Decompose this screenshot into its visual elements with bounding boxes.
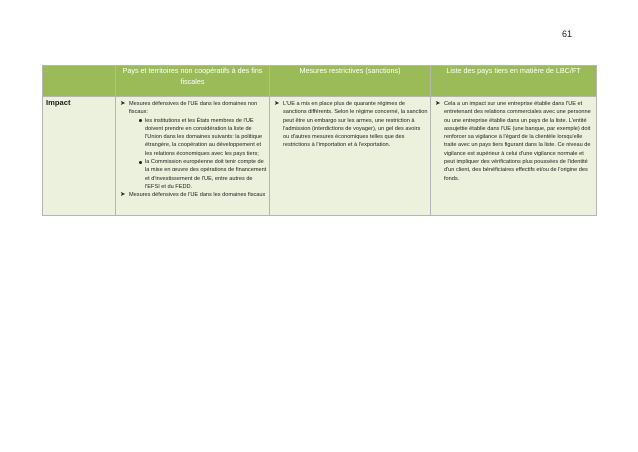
header-sanctions: Mesures restrictives (sanctions) bbox=[270, 66, 431, 97]
header-aml-list: Liste des pays tiers en matière de LBC/FT bbox=[431, 66, 597, 97]
sub-list-item bbox=[138, 117, 267, 158]
cell-aml-list-impact bbox=[431, 97, 597, 216]
sub-list-item-text: la Commission européenne doit tenir compte de la mise en œuvre des opérations de financement et d'investissement de l'UE, entre autres de l'EFSI et du FEDD. bbox=[145, 159, 267, 190]
list-item bbox=[435, 100, 594, 183]
list-item-text: Mesures défensives de l'UE dans les domaines non fiscaux: bbox=[129, 101, 258, 116]
list-item bbox=[274, 100, 428, 150]
sub-list-item-text: les institutions et les États membres de l'UE doivent prendre en considération la liste de l'Union dans les domaines suivants: la politique étrangère, la coopération au développement et les relations économiques avec les pays tiers; bbox=[145, 117, 263, 157]
table-header-row bbox=[43, 66, 597, 97]
row-label-impact: Impact bbox=[43, 97, 116, 216]
arrow-bullet-icon: ➤ bbox=[120, 191, 126, 199]
dot-bullet-icon bbox=[139, 119, 142, 122]
cell-ntcj-impact bbox=[116, 97, 270, 216]
page-number: 61 bbox=[561, 29, 572, 39]
table-row bbox=[43, 97, 597, 216]
comparison-table bbox=[42, 65, 597, 216]
arrow-bullet-icon: ➤ bbox=[435, 100, 441, 107]
arrow-bullet-icon: ➤ bbox=[274, 100, 280, 107]
list-item bbox=[120, 191, 267, 199]
header-corner bbox=[43, 66, 116, 97]
list-item-text: Mesures défensives de l'UE dans les domaines fiscaux bbox=[129, 192, 266, 199]
dot-bullet-icon bbox=[139, 161, 142, 164]
arrow-bullet-icon: ➤ bbox=[120, 100, 126, 107]
cell-sanctions-impact bbox=[270, 97, 431, 216]
list-item-text: L'UE a mis en place plus de quarante régimes de sanctions différents. Selon le régime concerné, la sanction peut être un embargo sur les armes, une restriction à l'admission (interdictions de voyager), un gel des avoirs ou d'autres mesures économiques telles que des restrictions à l'importation et à l'exportation. bbox=[283, 101, 428, 149]
header-ntcj: Pays et territoires non coopératifs à des fins fiscales bbox=[116, 66, 270, 97]
list-item bbox=[120, 100, 267, 191]
sub-list-item bbox=[138, 158, 267, 191]
list-item-text: Cela a un impact sur une entreprise établie dans l'UE et entretenant des relations commerciales avec une personne ou une entreprise établie dans un pays de la liste. L'entité assujettie établie dans l'UE (une banque, par exemple) doit renforcer sa vigilance à l'égard de la clientèle lorsqu'elle traite avec un pays tiers figurant dans la liste. Ce niveau de vigilance est supérieur à celui d'une vigilance normale et peut impliquer des vérifications plus poussées de l'identité d'un client, des bénéficiaires effectifs et/ou de l'origine des fonds. bbox=[444, 101, 591, 182]
